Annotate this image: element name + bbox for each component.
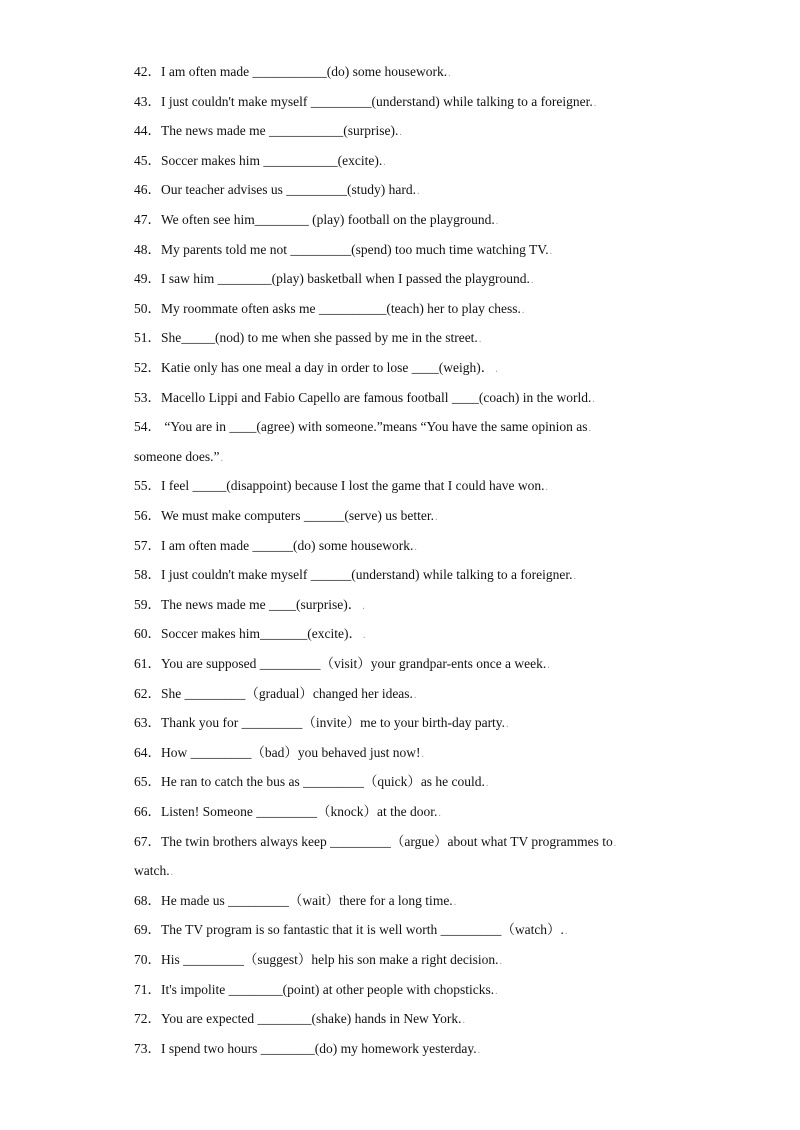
item-separator: ． — [147, 64, 161, 79]
exercise-item-60 — [134, 625, 680, 645]
item-separator: ． — [147, 626, 161, 642]
item-separator: ． — [147, 774, 161, 790]
paragraph-mark: . — [414, 541, 417, 553]
item-number: 58 — [134, 567, 148, 583]
item-text: I saw him ________(play) basketball when I passed the playground. — [161, 271, 530, 287]
item-number: 62 — [134, 685, 148, 701]
item-number: 66 — [134, 804, 148, 819]
item-number: 55 — [134, 478, 148, 494]
exercise-item-51 — [134, 329, 680, 349]
item-number: 53 — [134, 389, 148, 405]
exercise-item-52 — [134, 359, 680, 379]
item-separator: ． — [147, 537, 161, 553]
item-number: 44 — [134, 123, 148, 139]
exercise-item-69 — [134, 921, 680, 941]
paragraph-mark: . — [434, 512, 438, 523]
paragraph-mark: . — [592, 393, 595, 405]
item-text: We often see him________ (play) football on the playground. — [161, 212, 495, 227]
item-separator: ． — [147, 922, 161, 938]
paragraph-mark: . — [495, 364, 498, 375]
paragraph-mark: . — [438, 808, 441, 819]
item-number: 52 — [134, 360, 148, 375]
paragraph-mark: . — [448, 68, 451, 79]
paragraph-mark: . — [383, 156, 386, 168]
exercise-item-71 — [134, 981, 680, 1001]
exercise-item-61 — [134, 655, 680, 675]
item-text: It's impolite ________(point) at other people with chopsticks. — [161, 981, 495, 997]
exercise-item-59 — [134, 596, 680, 616]
exercise-item-66 — [134, 803, 680, 823]
paragraph-mark: . — [453, 896, 457, 908]
item-separator: ． — [147, 212, 161, 227]
item-text: The news made me ___________(surprise). — [161, 123, 399, 139]
exercise-item-63 — [134, 714, 680, 734]
paragraph-mark: . — [485, 778, 489, 790]
item-text: We must make computers ______(serve) us better. — [161, 508, 434, 523]
item-separator: ． — [147, 271, 161, 287]
item-text: “You are in ____(agree) with someone.”means “You have the same opinion as — [161, 419, 588, 435]
exercise-item-58 — [134, 566, 680, 586]
item-number: 70 — [134, 952, 148, 967]
item-text: How _________（bad）you behaved just now! — [161, 744, 421, 760]
item-number: 71 — [134, 981, 148, 997]
paragraph-mark: . — [545, 482, 549, 494]
item-number: 68 — [134, 892, 148, 908]
item-number: 50 — [134, 300, 148, 316]
item-separator: ． — [147, 952, 161, 967]
item-number: 63 — [134, 715, 148, 731]
item-text: Macello Lippi and Fabio Capello are famous football ____(coach) in the world. — [161, 389, 592, 405]
item-text: I spend two hours ________(do) my homework yesterday. — [161, 1040, 477, 1056]
exercise-item-70 — [134, 951, 680, 971]
item-separator: ． — [147, 1011, 161, 1027]
item-text: watch. — [134, 863, 170, 879]
item-text: He made us _________（wait）there for a long time. — [161, 892, 453, 908]
paragraph-mark: . — [573, 571, 576, 583]
paragraph-mark: . — [477, 1044, 481, 1056]
paragraph-mark: . — [462, 1015, 465, 1027]
item-separator: ． — [147, 152, 161, 168]
exercise-item-46 — [134, 181, 680, 201]
item-separator: ． — [147, 389, 161, 405]
paragraph-mark: . — [495, 216, 499, 227]
item-text: I am often made ___________(do) some housework. — [161, 64, 448, 79]
item-number: 49 — [134, 271, 148, 287]
exercise-item-54 — [134, 418, 680, 438]
item-number: 65 — [134, 774, 148, 790]
item-text: Soccer makes him_______(excite)． — [161, 626, 362, 642]
item-separator: ． — [147, 685, 161, 701]
paragraph-mark: . — [478, 334, 482, 346]
item-separator: ． — [147, 567, 161, 583]
item-text: I am often made ______(do) some housework. — [161, 537, 414, 553]
paragraph-mark: . — [613, 837, 617, 849]
item-number: 67 — [134, 833, 148, 849]
item-text: His _________（suggest）help his son make a right decision. — [161, 952, 499, 967]
item-text: Thank you for _________（invite）me to your birth-day party. — [161, 715, 506, 731]
item-number: 59 — [134, 596, 148, 612]
item-number: 69 — [134, 922, 148, 938]
item-text: You are supposed _________（visit）your grandpar-ents once a week. — [161, 656, 547, 671]
paragraph-mark: . — [499, 956, 502, 967]
item-text: You are expected ________(shake) hands in New York. — [161, 1011, 462, 1027]
item-text: The TV program is so fantastic that it is well worth _________（watch）. — [161, 922, 564, 938]
item-number: 43 — [134, 93, 148, 109]
item-text: Katie only has one meal a day in order to lose ____(weigh)． — [161, 360, 495, 375]
item-number: 73 — [134, 1040, 148, 1056]
exercise-continuation — [134, 862, 680, 882]
paragraph-mark: . — [413, 689, 417, 701]
item-number: 72 — [134, 1011, 148, 1027]
item-text: I just couldn't make myself ______(understand) while talking to a foreigner. — [161, 567, 573, 583]
exercise-item-67 — [134, 833, 680, 853]
item-text: She _________（gradual）changed her ideas. — [161, 685, 413, 701]
paragraph-mark: . — [170, 867, 174, 879]
item-separator: ． — [147, 833, 161, 849]
exercise-item-72 — [134, 1010, 680, 1030]
item-text: I just couldn't make myself _________(understand) while talking to a foreigner. — [161, 93, 593, 109]
item-text: Soccer makes him ___________(excite). — [161, 152, 383, 168]
item-number: 57 — [134, 537, 148, 553]
item-text: Listen! Someone _________（knock）at the door. — [161, 804, 438, 819]
item-separator: ． — [147, 596, 161, 612]
item-separator: ． — [147, 981, 161, 997]
exercise-item-45 — [134, 152, 680, 172]
item-number: 54 — [134, 419, 148, 435]
exercise-item-47 — [134, 211, 680, 231]
item-number: 60 — [134, 626, 148, 642]
item-text: someone does.” — [134, 448, 220, 464]
paragraph-mark: . — [506, 719, 509, 731]
exercise-item-65 — [134, 773, 680, 793]
paragraph-mark: . — [530, 275, 534, 287]
item-text: My roommate often asks me __________(teach) her to play chess. — [161, 300, 521, 316]
exercise-item-64 — [134, 744, 680, 764]
paragraph-mark: . — [549, 245, 553, 257]
exercise-item-57 — [134, 537, 680, 557]
exercise-item-42 — [134, 63, 680, 83]
item-separator: ． — [147, 300, 161, 316]
item-number: 42 — [134, 64, 148, 79]
item-text: The twin brothers always keep _________（argue）about what TV programmes to — [161, 833, 613, 849]
item-number: 51 — [134, 330, 148, 346]
exercise-item-55 — [134, 477, 680, 497]
item-separator: ． — [147, 804, 161, 819]
item-separator: ． — [147, 182, 161, 198]
item-separator: ． — [147, 508, 161, 523]
item-separator: ． — [147, 715, 161, 731]
paragraph-mark: . — [399, 127, 402, 139]
paragraph-mark: . — [421, 748, 424, 760]
item-number: 47 — [134, 212, 148, 227]
item-separator: ． — [147, 892, 161, 908]
item-separator: ． — [147, 656, 161, 671]
item-text: He ran to catch the bus as _________（quick）as he could. — [161, 774, 485, 790]
exercise-continuation — [134, 448, 680, 468]
item-text: I feel _____(disappoint) because I lost the game that I could have won. — [161, 478, 545, 494]
exercise-item-68 — [134, 892, 680, 912]
paragraph-mark: . — [564, 926, 568, 938]
paragraph-mark: . — [588, 423, 592, 435]
item-separator: ． — [147, 241, 161, 257]
item-number: 64 — [134, 744, 148, 760]
exercise-item-43 — [134, 93, 680, 113]
item-separator: ． — [147, 123, 161, 139]
item-separator: ． — [147, 360, 161, 375]
exercise-item-53 — [134, 389, 680, 409]
item-text: She_____(nod) to me when she passed by me in the street. — [161, 330, 478, 346]
item-number: 56 — [134, 508, 148, 523]
paragraph-mark: . — [521, 304, 525, 316]
item-separator: ． — [147, 419, 161, 435]
item-separator: ． — [147, 1040, 161, 1056]
exercise-item-50 — [134, 300, 680, 320]
paragraph-mark: . — [362, 630, 366, 642]
paragraph-mark: . — [495, 985, 498, 997]
item-number: 61 — [134, 656, 148, 671]
item-separator: ． — [147, 93, 161, 109]
paragraph-mark: . — [220, 452, 223, 464]
item-separator: ． — [147, 744, 161, 760]
item-text: My parents told me not _________(spend) too much time watching TV. — [161, 241, 549, 257]
item-text: Our teacher advises us _________(study) hard. — [161, 182, 416, 198]
paragraph-mark: . — [362, 600, 365, 612]
paragraph-mark: . — [416, 186, 420, 198]
exercise-item-62 — [134, 685, 680, 705]
exercise-item-56 — [134, 507, 680, 527]
paragraph-mark: . — [593, 97, 597, 109]
item-text: The news made me ____(surprise)． — [161, 596, 362, 612]
item-number: 48 — [134, 241, 148, 257]
item-separator: ． — [147, 478, 161, 494]
item-number: 46 — [134, 182, 148, 198]
item-number: 45 — [134, 152, 148, 168]
paragraph-mark: . — [547, 660, 550, 671]
exercise-item-44 — [134, 122, 680, 142]
exercise-item-48 — [134, 241, 680, 261]
exercise-item-49 — [134, 270, 680, 290]
exercise-item-73 — [134, 1040, 680, 1060]
item-separator: ． — [147, 330, 161, 346]
